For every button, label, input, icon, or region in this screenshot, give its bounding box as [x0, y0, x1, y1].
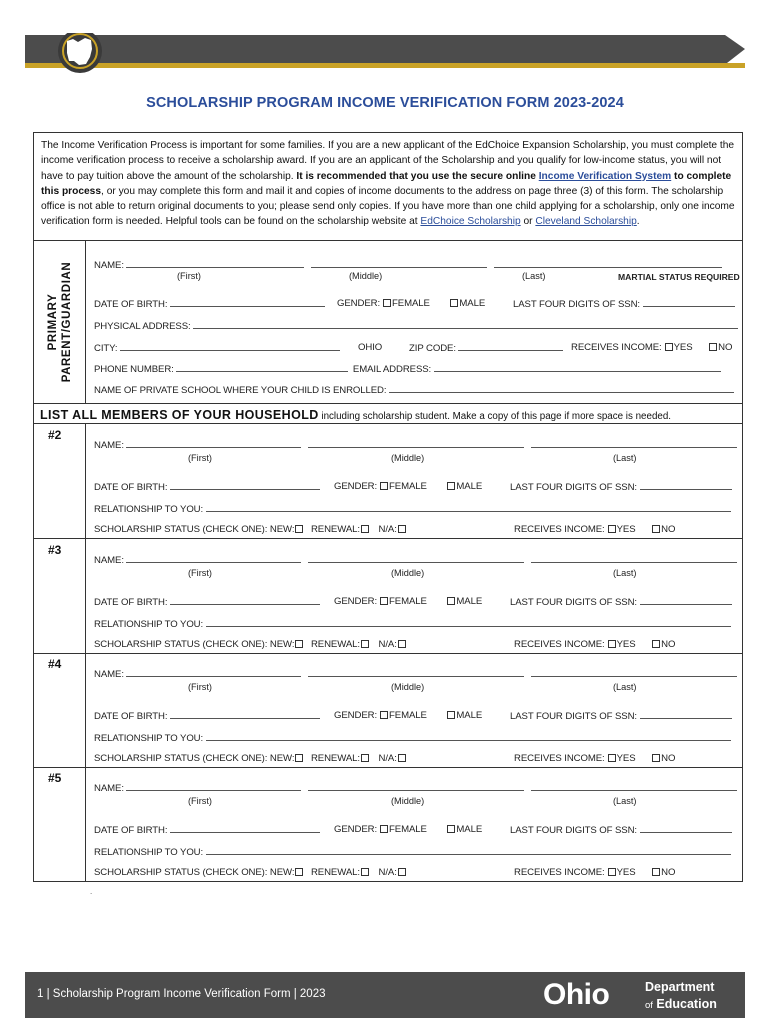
member-gender [334, 824, 482, 835]
member-receives-income [514, 639, 675, 650]
receives-income-label: RECEIVES INCOME: [514, 867, 605, 878]
middle-name-input[interactable] [308, 782, 524, 791]
city-label: CITY: [94, 343, 118, 354]
department-line-2 [645, 997, 717, 1011]
yes-label: YES [673, 342, 693, 353]
income-yes-checkbox[interactable] [665, 343, 673, 351]
no-label: NO [661, 867, 676, 878]
member-number: #5 [34, 767, 86, 881]
household-member-block [33, 424, 743, 539]
no-label: NO [661, 639, 676, 650]
member-name-row [94, 668, 737, 680]
member-dob-row [94, 824, 320, 836]
household-member-block [33, 653, 743, 768]
intro-bold: It is recommended that you use the secure online [296, 170, 539, 182]
member-ssn [510, 824, 732, 836]
status-label: SCHOLARSHIP STATUS (CHECK ONE): NEW: [94, 524, 295, 535]
male-label: MALE [456, 824, 483, 835]
na-label: N/A: [378, 753, 397, 764]
yes-label: YES [616, 867, 636, 878]
male-label: MALE [456, 481, 483, 492]
first-caption: (First) [177, 271, 201, 281]
school-input[interactable] [389, 384, 734, 393]
middle-caption: (Middle) [349, 271, 383, 281]
member-name-row [94, 554, 737, 566]
household-note: including scholarship student. Make a copy of this page if more space is needed. [318, 411, 672, 422]
male-checkbox[interactable] [447, 597, 455, 605]
dob-label: DATE OF BIRTH: [94, 482, 168, 493]
marital-status-note: MARTIAL STATUS REQUIRED [618, 272, 740, 282]
first-name-input[interactable] [126, 668, 301, 677]
male-label: MALE [456, 710, 483, 721]
intro-text: The Income Verification Process is important for some families. If you are a new applicant of the EdChoice Expansion Scholarship, you must complete the income verification process to receive a scholarship award. If you are an applicant of the Scholarship and you qualify for low-income status, you will not have to pay tuition above the amount of the scholarship. [41, 140, 735, 182]
income-yes-checkbox[interactable] [608, 525, 616, 533]
middle-caption: (Middle) [391, 568, 425, 578]
primary-city-row [94, 342, 340, 354]
household-member-block [33, 539, 743, 654]
renewal-label: RENEWAL: [310, 639, 360, 650]
new-checkbox[interactable] [295, 640, 303, 648]
primary-gender [337, 298, 485, 309]
zip-input[interactable] [458, 342, 563, 351]
income-yes-checkbox[interactable] [608, 640, 616, 648]
member-relationship-row [94, 732, 731, 744]
ssn-input[interactable] [640, 596, 732, 605]
receives-income-label: RECEIVES INCOME: [514, 753, 605, 764]
member-status-row [94, 639, 407, 650]
ssn-label: LAST FOUR DIGITS OF SSN: [513, 299, 640, 310]
new-checkbox[interactable] [295, 525, 303, 533]
intro-text-2: , or you may complete this form and mail it and copies of income documents to the address on page three (3) of this form. The scholarship office is not able to return original documents to you; please send only copies. If you have more than one child applying for a scholarship, only one income verification form is needed. Helpful tools can be found on the scholarship website at [41, 185, 735, 228]
status-label: SCHOLARSHIP STATUS (CHECK ONE): NEW: [94, 639, 295, 650]
address-input[interactable] [193, 320, 738, 329]
dob-label: DATE OF BIRTH: [94, 711, 168, 722]
gender-label: GENDER: [334, 710, 378, 721]
name-label: NAME: [94, 440, 124, 451]
renewal-checkbox[interactable] [361, 868, 369, 876]
member-number: #2 [34, 424, 86, 538]
na-label: N/A: [378, 524, 397, 535]
member-receives-income [514, 753, 675, 764]
name-label: NAME: [94, 669, 124, 680]
first-name-input[interactable] [126, 439, 301, 448]
income-no-checkbox[interactable] [652, 640, 660, 648]
middle-name-input[interactable] [311, 259, 487, 268]
renewal-checkbox[interactable] [361, 640, 369, 648]
relationship-input[interactable] [206, 503, 731, 512]
household-member-block [33, 767, 743, 882]
male-checkbox[interactable] [450, 299, 458, 307]
first-caption: (First) [188, 796, 212, 806]
primary-zip [409, 342, 563, 354]
female-checkbox[interactable] [383, 299, 391, 307]
yes-label: YES [616, 524, 636, 535]
page-title: SCHOLARSHIP PROGRAM INCOME VERIFICATION FORM 2023-2024 [146, 95, 624, 111]
female-label: FEMALE [389, 710, 427, 721]
member-dob-row [94, 596, 320, 608]
last-caption: (Last) [613, 453, 637, 463]
relationship-label: RELATIONSHIP TO YOU: [94, 504, 204, 515]
member-gender [334, 481, 482, 492]
name-label: NAME: [94, 260, 124, 271]
edchoice-link[interactable]: EdChoice Scholarship [420, 216, 521, 228]
income-no-checkbox[interactable] [652, 868, 660, 876]
na-label: N/A: [378, 867, 397, 878]
email-label: EMAIL ADDRESS: [352, 364, 432, 375]
last-caption: (Last) [613, 796, 637, 806]
receives-income-label: RECEIVES INCOME: [571, 342, 662, 353]
member-receives-income [514, 524, 675, 535]
na-checkbox[interactable] [398, 754, 406, 762]
intro-end: . [636, 216, 640, 228]
male-checkbox[interactable] [447, 825, 455, 833]
last-name-input[interactable] [531, 554, 737, 563]
income-yes-checkbox[interactable] [608, 868, 616, 876]
member-gender [334, 710, 482, 721]
middle-caption: (Middle) [391, 682, 425, 692]
member-name-row [94, 439, 737, 451]
ssn-label: LAST FOUR DIGITS OF SSN: [510, 711, 637, 722]
dob-label: DATE OF BIRTH: [94, 597, 168, 608]
ssn-input[interactable] [640, 481, 732, 490]
yes-label: YES [616, 753, 636, 764]
member-name-row [94, 782, 737, 794]
income-yes-checkbox[interactable] [608, 754, 616, 762]
no-label: NO [661, 753, 676, 764]
ssn-label: LAST FOUR DIGITS OF SSN: [510, 825, 637, 836]
dob-label: DATE OF BIRTH: [94, 825, 168, 836]
name-label: NAME: [94, 783, 124, 794]
male-checkbox[interactable] [447, 482, 455, 490]
male-checkbox[interactable] [447, 711, 455, 719]
new-checkbox[interactable] [295, 754, 303, 762]
yes-label: YES [616, 639, 636, 650]
gender-label: GENDER: [337, 298, 381, 309]
gender-label: GENDER: [334, 596, 378, 607]
member-dob-row [94, 710, 320, 722]
member-ssn [510, 596, 732, 608]
middle-caption: (Middle) [391, 796, 425, 806]
female-checkbox[interactable] [380, 825, 388, 833]
first-caption: (First) [188, 568, 212, 578]
footer-text: 1 | Scholarship Program Income Verification Form | 2023 [37, 988, 326, 1000]
member-status-row [94, 867, 407, 878]
primary-address-row [94, 320, 738, 332]
primary-phone-row [94, 363, 721, 375]
female-checkbox[interactable] [380, 597, 388, 605]
dob-input[interactable] [170, 710, 320, 719]
member-relationship-row [94, 618, 731, 630]
first-name-input[interactable] [126, 259, 304, 268]
dept-of: of [645, 1000, 653, 1011]
department-label: Department [645, 980, 715, 994]
income-no-checkbox[interactable] [652, 754, 660, 762]
renewal-checkbox[interactable] [361, 754, 369, 762]
dob-label: DATE OF BIRTH: [94, 299, 168, 310]
female-label: FEMALE [389, 481, 427, 492]
stray-mark: . [90, 887, 93, 896]
last-name-input[interactable] [531, 668, 737, 677]
member-ssn [510, 710, 732, 722]
primary-dob-row [94, 298, 325, 310]
female-label: FEMALE [392, 298, 430, 309]
female-checkbox[interactable] [380, 711, 388, 719]
income-no-checkbox[interactable] [709, 343, 717, 351]
female-label: FEMALE [389, 824, 427, 835]
ohio-logo: Ohio [543, 978, 610, 1011]
intro-or: or [520, 216, 536, 228]
city-input[interactable] [120, 342, 340, 351]
member-relationship-row [94, 503, 731, 515]
dob-input[interactable] [170, 596, 320, 605]
phone-input[interactable] [176, 363, 348, 372]
no-label: NO [718, 342, 733, 353]
renewal-label: RENEWAL: [310, 867, 360, 878]
member-receives-income [514, 867, 675, 878]
last-caption: (Last) [522, 271, 546, 281]
label-line-1: PRIMARY [46, 293, 59, 351]
na-checkbox[interactable] [398, 525, 406, 533]
middle-caption: (Middle) [391, 453, 425, 463]
relationship-input[interactable] [206, 618, 731, 627]
first-name-input[interactable] [126, 554, 301, 563]
cleveland-link[interactable]: Cleveland Scholarship [535, 216, 637, 228]
na-checkbox[interactable] [398, 640, 406, 648]
first-caption: (First) [188, 682, 212, 692]
member-status-row [94, 524, 407, 535]
dob-input[interactable] [170, 481, 320, 490]
relationship-input[interactable] [206, 732, 731, 741]
email-input[interactable] [434, 363, 721, 372]
last-caption: (Last) [613, 682, 637, 692]
dob-input[interactable] [170, 824, 320, 833]
receives-income-label: RECEIVES INCOME: [514, 524, 605, 535]
female-label: FEMALE [389, 596, 427, 607]
member-number: #3 [34, 539, 86, 653]
primary-school-row [94, 384, 734, 396]
gender-label: GENDER: [334, 824, 378, 835]
primary-parent-label [34, 241, 86, 403]
member-status-row [94, 753, 407, 764]
middle-name-input[interactable] [308, 554, 524, 563]
income-no-checkbox[interactable] [652, 525, 660, 533]
dob-input[interactable] [170, 298, 325, 307]
primary-name-row [94, 259, 722, 271]
income-verification-link[interactable]: Income Verification System [538, 170, 672, 182]
primary-ssn [513, 298, 735, 310]
last-name-input[interactable] [494, 259, 722, 268]
last-caption: (Last) [613, 568, 637, 578]
primary-receives-income [571, 342, 732, 353]
household-heading [33, 404, 743, 424]
new-checkbox[interactable] [295, 868, 303, 876]
address-label: PHYSICAL ADDRESS: [94, 321, 191, 332]
status-label: SCHOLARSHIP STATUS (CHECK ONE): NEW: [94, 867, 295, 878]
relationship-input[interactable] [206, 846, 731, 855]
member-gender [334, 596, 482, 607]
na-checkbox[interactable] [398, 868, 406, 876]
member-ssn [510, 481, 732, 493]
ssn-label: LAST FOUR DIGITS OF SSN: [510, 597, 637, 608]
renewal-label: RENEWAL: [310, 524, 360, 535]
status-label: SCHOLARSHIP STATUS (CHECK ONE): NEW: [94, 753, 295, 764]
state-value: OHIO [358, 342, 383, 353]
school-label: NAME OF PRIVATE SCHOOL WHERE YOUR CHILD IS ENROLLED: [94, 385, 387, 396]
household-title: LIST ALL MEMBERS OF YOUR HOUSEHOLD [40, 408, 319, 422]
ssn-input[interactable] [640, 824, 732, 833]
label-line-2: PARENT/GUARDIAN [60, 261, 73, 383]
renewal-label: RENEWAL: [310, 753, 360, 764]
primary-parent-section [33, 241, 743, 404]
intro-bold-2: to complete this process [41, 170, 732, 197]
relationship-label: RELATIONSHIP TO YOU: [94, 733, 204, 744]
header-banner [25, 33, 745, 73]
middle-name-input[interactable] [308, 439, 524, 448]
gender-label: GENDER: [334, 481, 378, 492]
ssn-label: LAST FOUR DIGITS OF SSN: [510, 482, 637, 493]
relationship-label: RELATIONSHIP TO YOU: [94, 619, 204, 630]
relationship-label: RELATIONSHIP TO YOU: [94, 847, 204, 858]
first-caption: (First) [188, 453, 212, 463]
member-relationship-row [94, 846, 731, 858]
ssn-input[interactable] [640, 710, 732, 719]
last-name-input[interactable] [531, 782, 737, 791]
zip-label: ZIP CODE: [409, 343, 456, 354]
female-checkbox[interactable] [380, 482, 388, 490]
member-dob-row [94, 481, 320, 493]
ssn-input[interactable] [643, 298, 735, 307]
member-number: #4 [34, 653, 86, 767]
first-name-input[interactable] [126, 782, 301, 791]
renewal-checkbox[interactable] [361, 525, 369, 533]
receives-income-label: RECEIVES INCOME: [514, 639, 605, 650]
footer-bar [25, 972, 745, 1018]
male-label: MALE [456, 596, 483, 607]
name-label: NAME: [94, 555, 124, 566]
phone-label: PHONE NUMBER: [94, 364, 174, 375]
male-label: MALE [459, 298, 486, 309]
last-name-input[interactable] [531, 439, 737, 448]
na-label: N/A: [378, 639, 397, 650]
middle-name-input[interactable] [308, 668, 524, 677]
no-label: NO [661, 524, 676, 535]
intro-paragraph [33, 132, 743, 241]
education-label: Education [656, 997, 717, 1011]
